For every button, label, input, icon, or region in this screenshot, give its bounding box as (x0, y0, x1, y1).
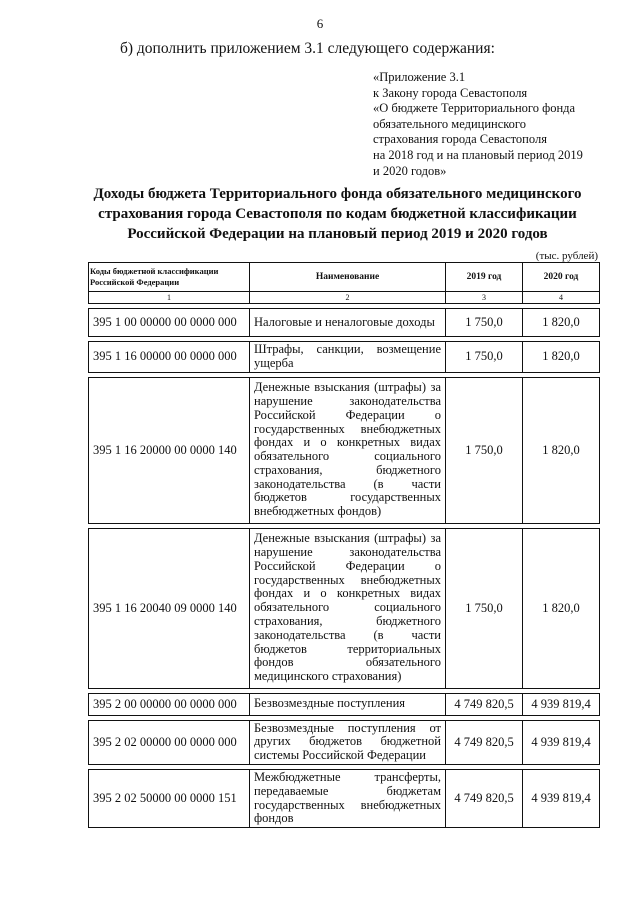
title-line: страхования города Севастополя по кодам бюджетной классификации (98, 206, 577, 222)
page-number: 6 (316, 16, 324, 31)
budget-table (88, 262, 600, 828)
appendix-line: «Приложение 3.1 (373, 70, 466, 84)
cell-name: Налоговые и неналоговые доходы (250, 309, 446, 337)
column-number: 4 (523, 292, 600, 304)
cell-2020: 1 820,0 (523, 309, 600, 337)
cell-name: Безвозмездные поступления от других бюджетов бюджетной системы Российской Федерации (250, 720, 446, 764)
column-number-row (89, 292, 600, 304)
cell-2019: 1 750,0 (446, 342, 523, 373)
title-line: Доходы бюджета Территориального фонда обязательного медицинского (93, 186, 582, 202)
appendix-line: «О бюджете Территориального фонда (373, 101, 576, 116)
cell-code: 395 2 02 00000 00 0000 000 (89, 720, 250, 764)
intro-line: б) дополнить приложением 3.1 следующего содержания: (120, 40, 495, 57)
units-label: (тыс. рублей) (535, 250, 598, 262)
cell-2019: 4 749 820,5 (446, 769, 523, 827)
table-header-row (89, 263, 600, 292)
table-row (89, 528, 600, 688)
cell-2020: 1 820,0 (523, 377, 600, 523)
table-row (89, 377, 600, 523)
cell-2020: 4 939 819,4 (523, 693, 600, 715)
cell-name: Денежные взыскания (штрафы) за нарушение законодательства Российской Федерации о государственных внебюджетных фондах и о конкретных видах обязательного социального страхования, бюджетного законодательства (в части бюджетов территориальных фондов обязательного медицинского страхования) (250, 528, 446, 688)
cell-2019: 4 749 820,5 (446, 720, 523, 764)
header-name: Наименование (250, 263, 446, 292)
title-line: Российской Федерации на плановый период 2019 и 2020 годов (127, 226, 548, 242)
cell-2020: 4 939 819,4 (523, 720, 600, 764)
cell-2019: 1 750,0 (446, 309, 523, 337)
cell-2019: 4 749 820,5 (446, 693, 523, 715)
cell-name: Денежные взыскания (штрафы) за нарушение законодательства Российской Федерации о государственных внебюджетных фондах и о конкретных видах обязательного социального страхования, бюджетного законодательства (в части бюджетов государственных внебюджетных фондов) (250, 377, 446, 523)
cell-2020: 1 820,0 (523, 342, 600, 373)
appendix-line: и 2020 годов» (373, 163, 447, 178)
table-row (89, 309, 600, 337)
table-row (89, 769, 600, 827)
appendix-line: обязательного медицинского (373, 116, 527, 131)
appendix-line: на 2018 год и на плановый период 2019 (373, 147, 583, 162)
appendix-block (373, 70, 583, 179)
cell-name: Безвозмездные поступления (250, 693, 446, 715)
table-row (89, 720, 600, 764)
header-2020: 2020 год (523, 263, 600, 292)
column-number: 3 (446, 292, 523, 304)
cell-2019: 1 750,0 (446, 528, 523, 688)
header-code: Коды бюджетной классификации Российской Федерации (89, 263, 250, 292)
cell-2019: 1 750,0 (446, 377, 523, 523)
cell-2020: 1 820,0 (523, 528, 600, 688)
cell-name: Штрафы, санкции, возмещение ущерба (250, 342, 446, 373)
table-row (89, 693, 600, 715)
cell-code: 395 1 00 00000 00 0000 000 (89, 309, 250, 337)
column-number: 2 (250, 292, 446, 304)
cell-code: 395 1 16 00000 00 0000 000 (89, 342, 250, 373)
column-number: 1 (89, 292, 250, 304)
appendix-line: страхования города Севастополя (373, 132, 547, 147)
cell-code: 395 2 02 50000 00 0000 151 (89, 769, 250, 827)
cell-name: Межбюджетные трансферты, передаваемые бюджетам государственных внебюджетных фондов (250, 769, 446, 827)
cell-code: 395 1 16 20040 09 0000 140 (89, 528, 250, 688)
appendix-line: к Закону города Севастополя (373, 85, 528, 100)
cell-code: 395 2 00 00000 00 0000 000 (89, 693, 250, 715)
document-title (40, 184, 635, 244)
header-2019: 2019 год (446, 263, 523, 292)
cell-code: 395 1 16 20000 00 0000 140 (89, 377, 250, 523)
cell-2020: 4 939 819,4 (523, 769, 600, 827)
table-row (89, 342, 600, 373)
